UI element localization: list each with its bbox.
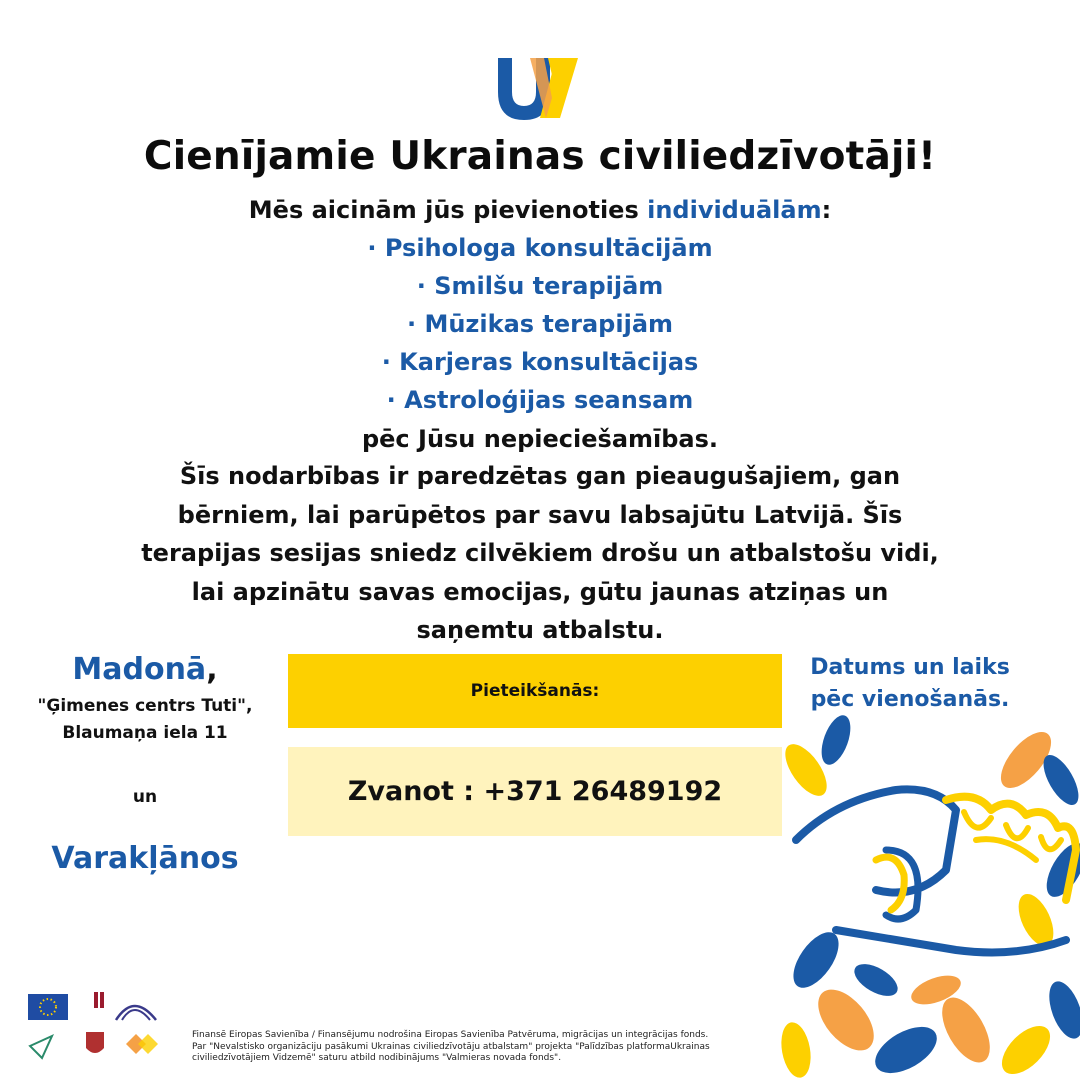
- latvia-2027-logo: [94, 992, 104, 1008]
- phone-box[interactable]: [288, 747, 782, 836]
- service-item: · Karjeras konsultācijas: [381, 348, 699, 376]
- location-block: [20, 652, 270, 876]
- funding-footer: Finansē Eiropas Savienība / Finansējumu nodrošina Eiropas Savienība Patvēruma, migrācijas un integrācijas fonds. Par "Nevalstisko organizāciju pasākumi Ukrainas civiliedzīvotāju atbalstam" projekta "Palīdzības platformaUkrainas civiliedzīvotājiem Vidzemē" saturu atbild nodibinājums "Valmieras novada fonds".: [192, 1030, 710, 1063]
- intro-highlight: individuālām: [647, 196, 822, 224]
- eu-flag-icon: [28, 994, 68, 1020]
- phone-number[interactable]: Zvanot : +371 26489192: [347, 776, 723, 807]
- address-line2: Blaumaņa iela 11: [62, 723, 228, 743]
- coat-of-arms-icon: [86, 1032, 104, 1053]
- date-time-line2: pēc vienošanās.: [810, 687, 1010, 712]
- agency-arrow-icon: [30, 1036, 52, 1058]
- city-varaklani: Varakļānos: [51, 841, 239, 876]
- address: [20, 693, 270, 747]
- need-line: pēc Jūsu nepieciešamības.: [361, 425, 719, 453]
- city-madona-label: Madonā: [72, 652, 207, 687]
- address-line1: "Ģimenes centrs Tuti",: [37, 696, 253, 716]
- city-comma: ,: [206, 652, 218, 687]
- page-title: Cienījamie Ukrainas civiliedzīvotāji!: [143, 134, 937, 179]
- description-paragraph: Šīs nodarbības ir paredzētas gan pieaugušajiem, gan bērniem, lai parūpētos par savu labsajūtu Latvijā. Šīs terapijas sesijas sniedz cilvēkiem drošu un atbalstošu vidi, lai apzinātu savas emocijas, gūtu jaunas atziņas un saņemtu atbalstu.: [141, 462, 939, 644]
- arch-logo: [116, 1006, 156, 1020]
- partner-logos: [26, 990, 176, 1070]
- hands-leaves-illustration: [776, 700, 1080, 1080]
- leaf-icon: [777, 711, 1080, 1080]
- intro-text: Mēs aicinām jūs pievienoties: [248, 196, 648, 224]
- and-label: un: [132, 787, 158, 807]
- service-item: · Astroloģijas seansam: [386, 386, 694, 414]
- uv-logo: [490, 52, 582, 122]
- intro-line: [0, 195, 1080, 225]
- registration-label: Pieteikšanās:: [470, 681, 600, 701]
- fund-logo: [126, 1034, 158, 1054]
- intro-suffix: :: [821, 196, 832, 224]
- service-item: · Mūzikas terapijām: [406, 310, 674, 338]
- services-list: [0, 229, 1080, 419]
- city-madona: [20, 652, 270, 687]
- registration-label-box: [288, 654, 782, 728]
- service-item: · Smilšu terapijām: [416, 272, 664, 300]
- service-item: · Psihologa konsultācijām: [367, 234, 713, 262]
- date-time-line1: Datums un laiks: [810, 655, 1010, 680]
